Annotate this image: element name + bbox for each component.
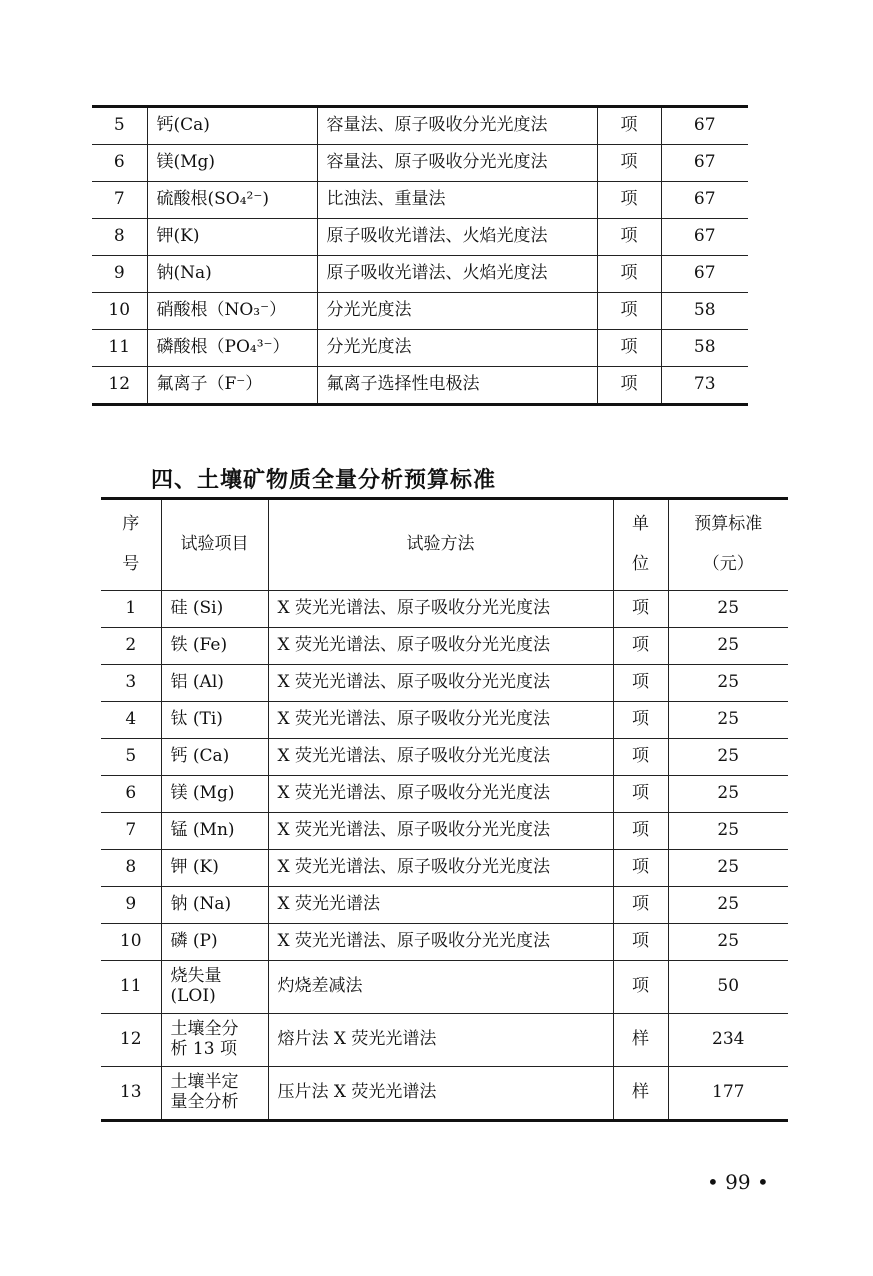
test-method: X 荧光光谱法、原子吸收分光光度法 <box>268 776 613 813</box>
unit: 项 <box>613 924 668 961</box>
table-row <box>101 850 788 887</box>
test-method: X 荧光光谱法、原子吸收分光光度法 <box>268 591 613 628</box>
test-item: 硅 (Si) <box>161 591 268 628</box>
test-method: 压片法 X 荧光光谱法 <box>268 1067 613 1121</box>
budget-price: 177 <box>668 1067 788 1121</box>
unit: 项 <box>613 628 668 665</box>
budget-price: 25 <box>668 924 788 961</box>
unit: 项 <box>597 256 661 293</box>
unit: 项 <box>597 145 661 182</box>
budget-price: 234 <box>668 1014 788 1067</box>
test-method: X 荧光光谱法 <box>268 887 613 924</box>
table-row <box>92 182 748 219</box>
budget-price: 25 <box>668 591 788 628</box>
row-number: 9 <box>92 256 147 293</box>
table-row <box>101 739 788 776</box>
row-number: 5 <box>92 107 147 145</box>
test-item: 氟离子（F⁻） <box>147 367 317 405</box>
row-number: 8 <box>92 219 147 256</box>
row-number: 12 <box>92 367 147 405</box>
table-row <box>92 219 748 256</box>
budget-price: 25 <box>668 813 788 850</box>
test-item: 钾(K) <box>147 219 317 256</box>
test-item: 土壤全分 析 13 项 <box>161 1014 268 1067</box>
table-row <box>101 924 788 961</box>
budget-price: 67 <box>661 182 748 219</box>
table-row <box>101 887 788 924</box>
test-item: 钠(Na) <box>147 256 317 293</box>
table-row <box>92 330 748 367</box>
table-row <box>92 367 748 405</box>
test-item: 硝酸根（NO₃⁻） <box>147 293 317 330</box>
table-row <box>101 628 788 665</box>
table-soluble-ions <box>92 105 748 406</box>
test-method: 分光光度法 <box>317 330 597 367</box>
budget-price: 25 <box>668 776 788 813</box>
test-method: 熔片法 X 荧光光谱法 <box>268 1014 613 1067</box>
test-item: 镁(Mg) <box>147 145 317 182</box>
table-row <box>92 107 748 145</box>
row-number: 13 <box>101 1067 161 1121</box>
table-row <box>101 961 788 1014</box>
test-method: 原子吸收光谱法、火焰光度法 <box>317 219 597 256</box>
test-method: 分光光度法 <box>317 293 597 330</box>
table-row <box>101 1014 788 1067</box>
test-item: 镁 (Mg) <box>161 776 268 813</box>
unit: 项 <box>597 367 661 405</box>
unit: 项 <box>597 330 661 367</box>
row-number: 10 <box>101 924 161 961</box>
test-item: 铝 (Al) <box>161 665 268 702</box>
table-row <box>101 1067 788 1121</box>
budget-price: 25 <box>668 702 788 739</box>
budget-price: 50 <box>668 961 788 1014</box>
test-method: X 荧光光谱法、原子吸收分光光度法 <box>268 850 613 887</box>
test-item: 硫酸根(SO₄²⁻) <box>147 182 317 219</box>
row-number: 10 <box>92 293 147 330</box>
unit: 项 <box>597 107 661 145</box>
table-row <box>101 591 788 628</box>
budget-price: 25 <box>668 850 788 887</box>
table-mineral-analysis <box>101 497 788 1122</box>
budget-price: 58 <box>661 293 748 330</box>
budget-price: 67 <box>661 145 748 182</box>
unit: 项 <box>613 776 668 813</box>
budget-price: 25 <box>668 887 788 924</box>
budget-price: 25 <box>668 665 788 702</box>
table-row <box>92 145 748 182</box>
row-number: 4 <box>101 702 161 739</box>
test-item: 磷 (P) <box>161 924 268 961</box>
header-method: 试验方法 <box>268 499 613 591</box>
row-number: 11 <box>101 961 161 1014</box>
budget-price: 25 <box>668 628 788 665</box>
header-number: 序 号 <box>101 499 161 591</box>
test-method: X 荧光光谱法、原子吸收分光光度法 <box>268 628 613 665</box>
row-number: 5 <box>101 739 161 776</box>
test-item: 烧失量 (LOI) <box>161 961 268 1014</box>
row-number: 7 <box>101 813 161 850</box>
test-item: 钛 (Ti) <box>161 702 268 739</box>
unit: 项 <box>597 219 661 256</box>
budget-price: 67 <box>661 256 748 293</box>
table-row <box>101 702 788 739</box>
section-title: 四、土壤矿物质全量分析预算标准 <box>151 468 497 493</box>
row-number: 9 <box>101 887 161 924</box>
row-number: 3 <box>101 665 161 702</box>
unit: 项 <box>613 813 668 850</box>
table-row <box>92 256 748 293</box>
test-item: 锰 (Mn) <box>161 813 268 850</box>
table-row <box>101 776 788 813</box>
budget-price: 25 <box>668 739 788 776</box>
row-number: 6 <box>92 145 147 182</box>
table-row <box>101 813 788 850</box>
budget-price: 67 <box>661 107 748 145</box>
unit: 项 <box>613 961 668 1014</box>
unit: 项 <box>597 182 661 219</box>
unit: 项 <box>613 591 668 628</box>
test-item: 钙(Ca) <box>147 107 317 145</box>
test-method: 比浊法、重量法 <box>317 182 597 219</box>
unit: 项 <box>613 702 668 739</box>
row-number: 11 <box>92 330 147 367</box>
unit: 项 <box>613 887 668 924</box>
test-item: 铁 (Fe) <box>161 628 268 665</box>
test-method: 氟离子选择性电极法 <box>317 367 597 405</box>
row-number: 8 <box>101 850 161 887</box>
test-method: X 荧光光谱法、原子吸收分光光度法 <box>268 924 613 961</box>
unit: 样 <box>613 1067 668 1121</box>
test-item: 钾 (K) <box>161 850 268 887</box>
test-method: 灼烧差减法 <box>268 961 613 1014</box>
test-method: 原子吸收光谱法、火焰光度法 <box>317 256 597 293</box>
page-number: • 99 • <box>707 1170 769 1194</box>
test-method: 容量法、原子吸收分光光度法 <box>317 145 597 182</box>
test-item: 磷酸根（PO₄³⁻） <box>147 330 317 367</box>
unit: 样 <box>613 1014 668 1067</box>
budget-price: 58 <box>661 330 748 367</box>
header-price: 预算标准 （元） <box>668 499 788 591</box>
row-number: 2 <box>101 628 161 665</box>
table-row <box>92 293 748 330</box>
unit: 项 <box>613 739 668 776</box>
unit: 项 <box>613 850 668 887</box>
test-method: X 荧光光谱法、原子吸收分光光度法 <box>268 665 613 702</box>
test-item: 土壤半定 量全分析 <box>161 1067 268 1121</box>
table-header-row <box>101 499 788 591</box>
row-number: 6 <box>101 776 161 813</box>
row-number: 1 <box>101 591 161 628</box>
unit: 项 <box>613 665 668 702</box>
row-number: 12 <box>101 1014 161 1067</box>
budget-price: 67 <box>661 219 748 256</box>
table-row <box>101 665 788 702</box>
unit: 项 <box>597 293 661 330</box>
row-number: 7 <box>92 182 147 219</box>
budget-price: 73 <box>661 367 748 405</box>
test-item: 钙 (Ca) <box>161 739 268 776</box>
test-method: X 荧光光谱法、原子吸收分光光度法 <box>268 702 613 739</box>
header-unit: 单 位 <box>613 499 668 591</box>
test-method: X 荧光光谱法、原子吸收分光光度法 <box>268 739 613 776</box>
test-method: 容量法、原子吸收分光光度法 <box>317 107 597 145</box>
header-item: 试验项目 <box>161 499 268 591</box>
test-item: 钠 (Na) <box>161 887 268 924</box>
test-method: X 荧光光谱法、原子吸收分光光度法 <box>268 813 613 850</box>
